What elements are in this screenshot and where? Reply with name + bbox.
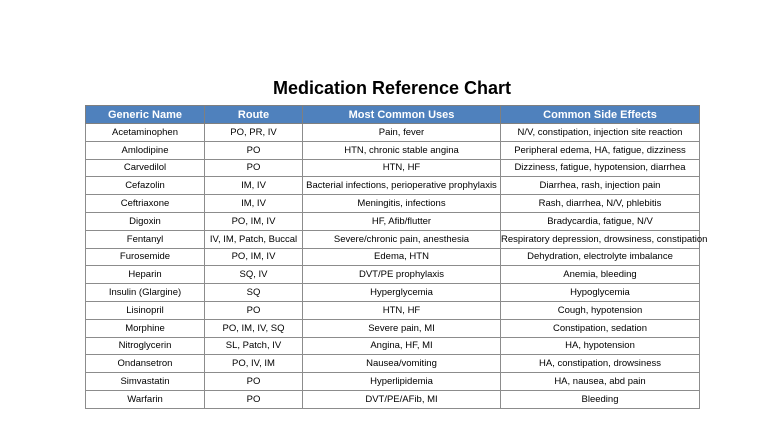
cell-common-side-effects: Dizziness, fatigue, hypotension, diarrhea [501, 159, 700, 177]
cell-generic-name: Fentanyl [86, 230, 205, 248]
column-header-common-side-effects: Common Side Effects [501, 106, 700, 124]
cell-route: PO [205, 373, 303, 391]
cell-generic-name: Amlodipine [86, 141, 205, 159]
table-row [86, 373, 700, 391]
cell-generic-name: Digoxin [86, 212, 205, 230]
table-row [86, 284, 700, 302]
column-header-route: Route [205, 106, 303, 124]
cell-route: PO [205, 301, 303, 319]
cell-route: SQ [205, 284, 303, 302]
table-row [86, 230, 700, 248]
cell-common-side-effects: Dehydration, electrolyte imbalance [501, 248, 700, 266]
cell-route: PO, IM, IV [205, 248, 303, 266]
cell-generic-name: Lisinopril [86, 301, 205, 319]
cell-generic-name: Nitroglycerin [86, 337, 205, 355]
cell-generic-name: Furosemide [86, 248, 205, 266]
cell-route: PO [205, 390, 303, 408]
cell-most-common-uses: DVT/PE/AFib, MI [303, 390, 501, 408]
cell-most-common-uses: Hyperlipidemia [303, 373, 501, 391]
cell-generic-name: Warfarin [86, 390, 205, 408]
cell-generic-name: Insulin (Glargine) [86, 284, 205, 302]
cell-common-side-effects: HA, hypotension [501, 337, 700, 355]
table-row [86, 266, 700, 284]
cell-route: PO [205, 159, 303, 177]
cell-route: IM, IV [205, 195, 303, 213]
cell-common-side-effects: HA, nausea, abd pain [501, 373, 700, 391]
table-row [86, 319, 700, 337]
table-row [86, 159, 700, 177]
cell-most-common-uses: HTN, HF [303, 301, 501, 319]
cell-route: PO, IM, IV [205, 212, 303, 230]
cell-common-side-effects: Peripheral edema, HA, fatigue, dizziness [501, 141, 700, 159]
cell-generic-name: Cefazolin [86, 177, 205, 195]
cell-common-side-effects: N/V, constipation, injection site reaction [501, 124, 700, 142]
cell-common-side-effects: Constipation, sedation [501, 319, 700, 337]
cell-common-side-effects: Hypoglycemia [501, 284, 700, 302]
table-row [86, 355, 700, 373]
table-row [86, 195, 700, 213]
table-row [86, 177, 700, 195]
cell-generic-name: Ceftriaxone [86, 195, 205, 213]
cell-most-common-uses: Edema, HTN [303, 248, 501, 266]
cell-common-side-effects: Respiratory depression, drowsiness, constipation [501, 230, 700, 248]
cell-most-common-uses: Severe/chronic pain, anesthesia [303, 230, 501, 248]
cell-common-side-effects: Anemia, bleeding [501, 266, 700, 284]
cell-most-common-uses: HTN, HF [303, 159, 501, 177]
cell-most-common-uses: Angina, HF, MI [303, 337, 501, 355]
cell-generic-name: Morphine [86, 319, 205, 337]
table-row [86, 212, 700, 230]
cell-generic-name: Heparin [86, 266, 205, 284]
cell-most-common-uses: HF, Afib/flutter [303, 212, 501, 230]
cell-generic-name: Simvastatin [86, 373, 205, 391]
cell-most-common-uses: Hyperglycemia [303, 284, 501, 302]
cell-most-common-uses: DVT/PE prophylaxis [303, 266, 501, 284]
cell-route: IM, IV [205, 177, 303, 195]
cell-route: PO, IV, IM [205, 355, 303, 373]
cell-most-common-uses: Bacterial infections, perioperative prophylaxis [303, 177, 501, 195]
cell-common-side-effects: Diarrhea, rash, injection pain [501, 177, 700, 195]
table-row [86, 248, 700, 266]
cell-generic-name: Carvedilol [86, 159, 205, 177]
table-row [86, 301, 700, 319]
medication-table [85, 105, 708, 409]
cell-common-side-effects: Cough, hypotension [501, 301, 700, 319]
cell-route: SL, Patch, IV [205, 337, 303, 355]
table-header-row [86, 106, 700, 124]
cell-route: PO, PR, IV [205, 124, 303, 142]
cell-generic-name: Ondansetron [86, 355, 205, 373]
table-row [86, 337, 700, 355]
column-header-most-common-uses: Most Common Uses [303, 106, 501, 124]
table-row [86, 124, 700, 142]
cell-route: PO, IM, IV, SQ [205, 319, 303, 337]
table-body [86, 124, 708, 409]
cell-most-common-uses: HTN, chronic stable angina [303, 141, 501, 159]
cell-most-common-uses: Meningitis, infections [303, 195, 501, 213]
table-row [86, 390, 700, 408]
cell-route: IV, IM, Patch, Buccal [205, 230, 303, 248]
table-row [86, 141, 700, 159]
cell-common-side-effects: Bradycardia, fatigue, N/V [501, 212, 700, 230]
cell-common-side-effects: Rash, diarrhea, N/V, phlebitis [501, 195, 700, 213]
cell-most-common-uses: Nausea/vomiting [303, 355, 501, 373]
column-header-generic-name: Generic Name [86, 106, 205, 124]
cell-most-common-uses: Severe pain, MI [303, 319, 501, 337]
cell-common-side-effects: Bleeding [501, 390, 700, 408]
cell-generic-name: Acetaminophen [86, 124, 205, 142]
cell-common-side-effects: HA, constipation, drowsiness [501, 355, 700, 373]
cell-route: SQ, IV [205, 266, 303, 284]
cell-route: PO [205, 141, 303, 159]
cell-most-common-uses: Pain, fever [303, 124, 501, 142]
page-title: Medication Reference Chart [272, 78, 512, 98]
